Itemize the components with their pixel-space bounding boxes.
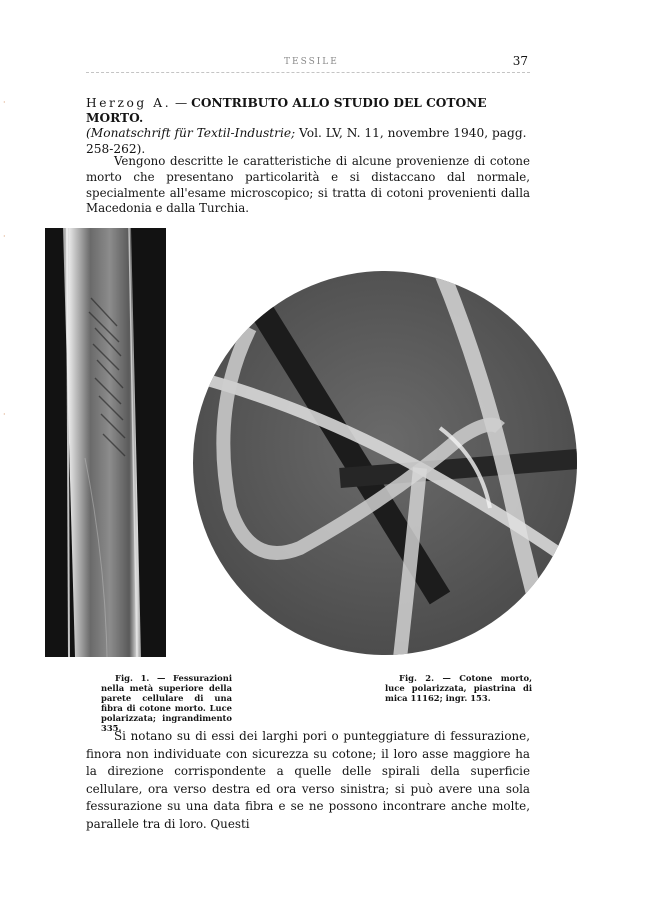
margin-mark: · (3, 98, 6, 107)
running-head: TESSILE (284, 57, 339, 67)
circular-micrograph-image (190, 268, 580, 658)
article-title: CONTRIBUTO ALLO STUDIO DEL COTONE MORTO. (86, 96, 487, 126)
header-rule (86, 72, 530, 73)
figure-2-micrograph (190, 268, 580, 658)
figure-1-caption: Fig. 1. — Fessurazioni nella metà superiore della parete cellulare di una fibra di cotone morto. Luce polarizzata; ingrandimento 335. (101, 673, 232, 733)
figure-2-caption: Fig. 2. — Cotone morto, luce polarizzata, piastrina di mica 11162; ingr. 153. (385, 673, 532, 703)
margin-mark: · (3, 410, 6, 419)
citation-details: Vol. LV, N. 11, novembre 1940, pagg. 258-262). (86, 126, 527, 156)
page-header (86, 54, 530, 72)
fiber-micrograph-image (45, 228, 166, 657)
citation-journal: (Monatschrift für Textil-Industrie; (86, 126, 296, 141)
body-paragraph: Si notano su di essi dei larghi pori o punteggiature di fessurazione, finora non individuate con sicurezza su cotone; il loro asse maggiore ha la direzione corrispondente a quelle delle spirali della superficie cellulare, ora verso destra ed ora verso sinistra; si può avere una sola fessurazione su una data fibra e se ne possono incontrare anche molte, parallele tra di loro. Questi (86, 729, 530, 831)
article-heading (86, 96, 530, 157)
abstract-paragraph: Vengono descritte le caratteristiche di alcune provenienze di cotone morto che presentano particolarità e si distaccano dal normale, specialmente all'esame microscopico; si tratta di cotoni provenienti dalla Macedonia e dalla Turchia. (86, 154, 530, 216)
margin-mark: · (3, 232, 6, 241)
page-number: 37 (512, 54, 528, 68)
figure-1-micrograph (45, 228, 166, 657)
author: Herzog A. (86, 96, 172, 110)
title-dash: — (171, 96, 192, 110)
